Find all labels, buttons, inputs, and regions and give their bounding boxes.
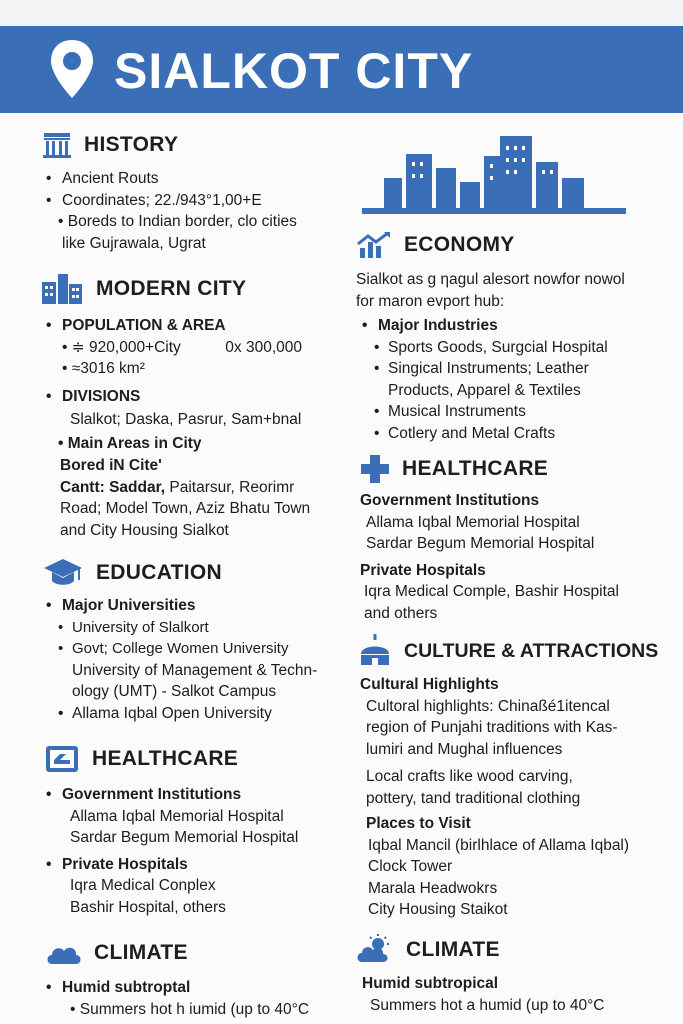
private-hospital-list (42, 875, 342, 918)
education-section (42, 556, 342, 590)
text-line: lumiri and Mughal influences (366, 740, 563, 758)
economy-section (356, 230, 666, 260)
list-item: Sardar Begum Memorial Hospital (70, 829, 299, 846)
text-line: Cantt: Saddar, Paitarsur, Reorimr (60, 478, 295, 496)
text-line: • Boreds to Indian border, clo cities (58, 213, 297, 230)
private-label: • Private Hospitals (42, 854, 342, 876)
climate-body-left (42, 977, 342, 1020)
climate-section-right (356, 934, 656, 966)
text-line: Sialkot as g ηagul alesort nowfor nowol (356, 271, 625, 288)
list-item: • Allama Iqbal Open University (56, 703, 342, 725)
industries-list (358, 315, 668, 337)
text-line: like Gujrawala, Ugrat (62, 234, 206, 252)
page-title: SIALKOT CITY (114, 43, 474, 99)
economy-heading-row (356, 230, 666, 260)
economy-heading: ECONOMY (404, 233, 515, 256)
population-district: 0x 300,000 (225, 338, 302, 356)
population-label: • POPULATION & AREA (42, 315, 342, 337)
divisions-list (42, 386, 342, 408)
list-item: • Ancient Routs (42, 168, 342, 190)
universities-label: • Major Universities (42, 595, 342, 617)
climate-type-right: Humid subtropical (362, 975, 499, 992)
text-line: ology (UMT) - Salkot Campus (72, 683, 277, 700)
bored-label: Bored iN Cite' (60, 457, 162, 474)
list-item: Allama Iqbal Memorial Hospital (366, 513, 580, 531)
mosque-dome-icon (358, 634, 392, 668)
list-item: Iqbal Mancil (birlhlace of Allama Iqbal) (368, 836, 630, 854)
climate-heading-right: CLIMATE (406, 938, 500, 961)
cultural-highlights-text (360, 696, 678, 810)
graduation-cap-icon (42, 556, 84, 590)
list-item: Marala Headwokrs (368, 879, 498, 897)
climate-heading-row (44, 938, 344, 968)
population-list (42, 315, 342, 337)
text-line: pottery, tand traditional clothing (366, 789, 581, 807)
cultural-highlights-label: Cultural Highlights (360, 676, 499, 693)
location-pin-icon (48, 38, 96, 105)
culture-section (358, 634, 678, 668)
universities-list (42, 595, 342, 617)
divisions-text: Slalkot; Daska, Pasrur, Sam+bnal (70, 411, 302, 428)
climate-heading-row-right (356, 934, 656, 966)
population-city: • ≑ 920,000+City (62, 338, 181, 356)
climate-type: • Humid subtroptal (42, 977, 342, 999)
text-line: for maron evport hub: (356, 292, 505, 310)
city-skyline-icon (362, 134, 626, 216)
list-item: • Singical Instruments; Leather Products, Apparel & Textiles (372, 358, 668, 401)
list-item: • Cotlery and Metal Crafts (372, 423, 668, 445)
gov-label: • Government Institutions (42, 784, 342, 806)
history-list (42, 168, 342, 211)
healthcare-heading-right: HEALTHCARE (402, 457, 549, 480)
economy-body (358, 315, 668, 444)
climate-detail-right: Summers hot a humid (up to 40°C (370, 996, 605, 1014)
private-label-right: Private Hospitals (360, 561, 486, 579)
population-values (42, 337, 342, 380)
text-line: and others (364, 604, 438, 622)
places-label: Places to Visit (366, 815, 471, 832)
umt-text (42, 660, 342, 703)
list-item: City Housing Staikot (368, 901, 508, 918)
growth-chart-icon (356, 230, 392, 260)
places-list (360, 835, 678, 921)
modern-city-section (40, 272, 340, 306)
list-item: • Sports Goods, Surgcial Hospital (372, 337, 668, 359)
gov-institutions (42, 784, 342, 806)
modern-heading-row (40, 272, 340, 306)
gov-label-right: Government Institutions (360, 492, 540, 509)
text-line: University of Management & Techn- (72, 661, 318, 679)
healthcare-section-right (360, 454, 660, 484)
healthcare-heading: HEALTHCARE (92, 747, 239, 770)
text-line: Iqra Medical Comple, Bashir Hospital (364, 583, 619, 600)
university-items-2 (42, 703, 342, 725)
climate-section-left (44, 938, 344, 968)
text-line: Cultoral highlights: Chinaßé1itencal (366, 697, 610, 715)
history-section (42, 130, 342, 160)
text-line: Road; Model Town, Aziz Bhatu Town (60, 500, 311, 517)
healthcare-body-right (360, 490, 670, 624)
list-item: Clock Tower (368, 858, 453, 875)
list-item: • Coordinates; 22./943°1,00+E (42, 190, 342, 212)
climate-list (42, 977, 342, 999)
climate-body-right (362, 973, 672, 1016)
history-border-note (58, 211, 348, 254)
culture-heading: CULTURE & ATTRACTIONS (404, 639, 659, 662)
modern-city-heading: MODERN CITY (96, 277, 247, 300)
cantt-text (42, 477, 342, 542)
education-heading-row (42, 556, 342, 590)
industry-items (358, 337, 668, 445)
culture-heading-row (358, 634, 678, 668)
climate-detail: • Summers hot h iumid (up to 40°C (70, 1000, 310, 1018)
text-line: and City Housing Sialkot (60, 521, 229, 539)
private-hospitals-right (360, 581, 670, 624)
list-item: Iqra Medical Conplex (70, 877, 216, 894)
list-item: Allama Iqbal Memorial Hospital (70, 807, 284, 825)
main-areas-label: • Main Areas in City (58, 434, 202, 452)
text-line: Local crafts like wood carving, (366, 768, 573, 785)
healthcare-section-left (44, 744, 344, 774)
climate-heading: CLIMATE (94, 941, 188, 964)
education-body (42, 595, 342, 724)
list-item: Sardar Begum Memorial Hospital (366, 535, 595, 552)
culture-body (360, 674, 678, 921)
divisions-label: • DIVISIONS (42, 386, 342, 408)
title-banner (0, 26, 683, 113)
education-heading: EDUCATION (96, 561, 222, 584)
private-hospitals (42, 854, 342, 876)
clipboard-icon (44, 744, 80, 774)
history-building-icon (42, 130, 72, 160)
top-strip (0, 0, 683, 26)
cloud-icon (44, 938, 82, 968)
university-items (42, 617, 342, 660)
list-item: • Musical Instruments (372, 401, 668, 423)
modern-city-body (42, 315, 342, 541)
history-heading-row (42, 130, 342, 160)
healthcare-heading-row-right (360, 454, 660, 484)
list-item: • Govt; College Women University (56, 638, 342, 660)
history-heading: HISTORY (84, 133, 179, 156)
gov-hospitals-right (360, 512, 670, 555)
text-line: region of Punjahi traditions with Kas- (366, 719, 618, 736)
population-row (62, 337, 302, 359)
sun-cloud-icon (356, 934, 394, 966)
industries-label: • Major Industries (358, 315, 668, 337)
area-value: • ≈3016 km² (62, 360, 145, 377)
city-buildings-icon (40, 272, 84, 306)
gov-hospitals (42, 806, 342, 849)
economy-intro (356, 269, 671, 312)
healthcare-body-left (42, 784, 342, 918)
medical-cross-icon (360, 454, 390, 484)
list-item: Bashir Hospital, others (70, 898, 226, 916)
healthcare-heading-row (44, 744, 344, 774)
list-item: • University of Slalkort (56, 617, 342, 639)
